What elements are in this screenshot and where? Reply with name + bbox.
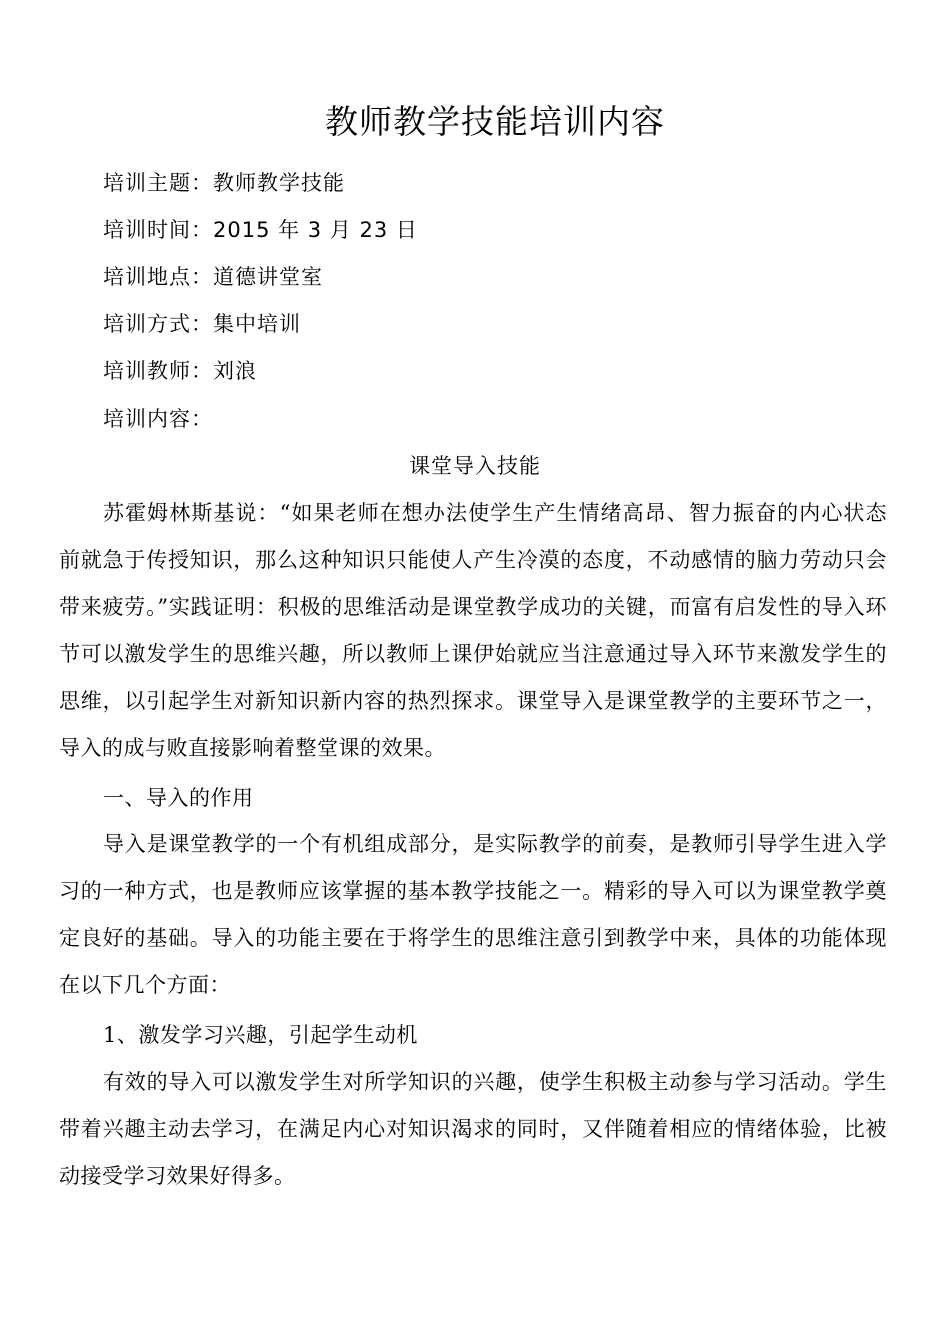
role-paragraph: 导入是课堂教学的一个有机组成部分，是实际教学的前奏，是教师引导学生进入学习的一种方式，也是教师应该掌握的基本教学技能之一。精彩的导入可以为课堂教学奠定良好的基础。导入的功能主要在于将学生的思维注意引到教学中来，具体的功能体现在以下几个方面：	[59, 832, 887, 997]
subheading-interest: 1、激发学习兴趣，引起学生动机	[103, 1023, 418, 1047]
meta-training-content: 培训内容：	[103, 407, 213, 431]
intro-paragraph: 苏霍姆林斯基说：“如果老师在想办法使学生产生情绪高昂、智力振奋的内心状态前就急于传授知识，那么这种知识只能使人产生冷漠的态度，不动感情的脑力劳动只会带来疲劳。”实践证明：积极的思维活动是课堂教学成功的关键，而富有启发性的导入环节可以激发学生的思维兴趣，所以教师上课伊始就应当注意通过导入环节来激发学生的思维，以引起学生对新知识新内容的热烈探求。课堂导入是课堂教学的主要环节之一，导入的成与败直接影响着整堂课的效果。	[59, 501, 887, 760]
interest-paragraph: 有效的导入可以激发学生对所学知识的兴趣，使学生积极主动参与学习活动。学生带着兴趣主动去学习，在满足内心对知识渴求的同时，又伴随着相应的情绪体验，比被动接受学习效果好得多。	[59, 1070, 887, 1188]
document-title: 教师教学技能培训内容	[325, 102, 665, 141]
meta-training-location: 培训地点：道德讲堂室	[103, 265, 323, 289]
meta-training-topic: 培训主题：教师教学技能	[103, 171, 345, 195]
meta-training-time: 培训时间：2015 年 3 月 23 日	[103, 218, 418, 242]
meta-training-teacher: 培训教师：刘浪	[103, 359, 257, 383]
section-heading: 课堂导入技能	[409, 454, 541, 478]
meta-training-method: 培训方式：集中培训	[103, 312, 301, 336]
subheading-role: 一、导入的作用	[103, 786, 254, 810]
